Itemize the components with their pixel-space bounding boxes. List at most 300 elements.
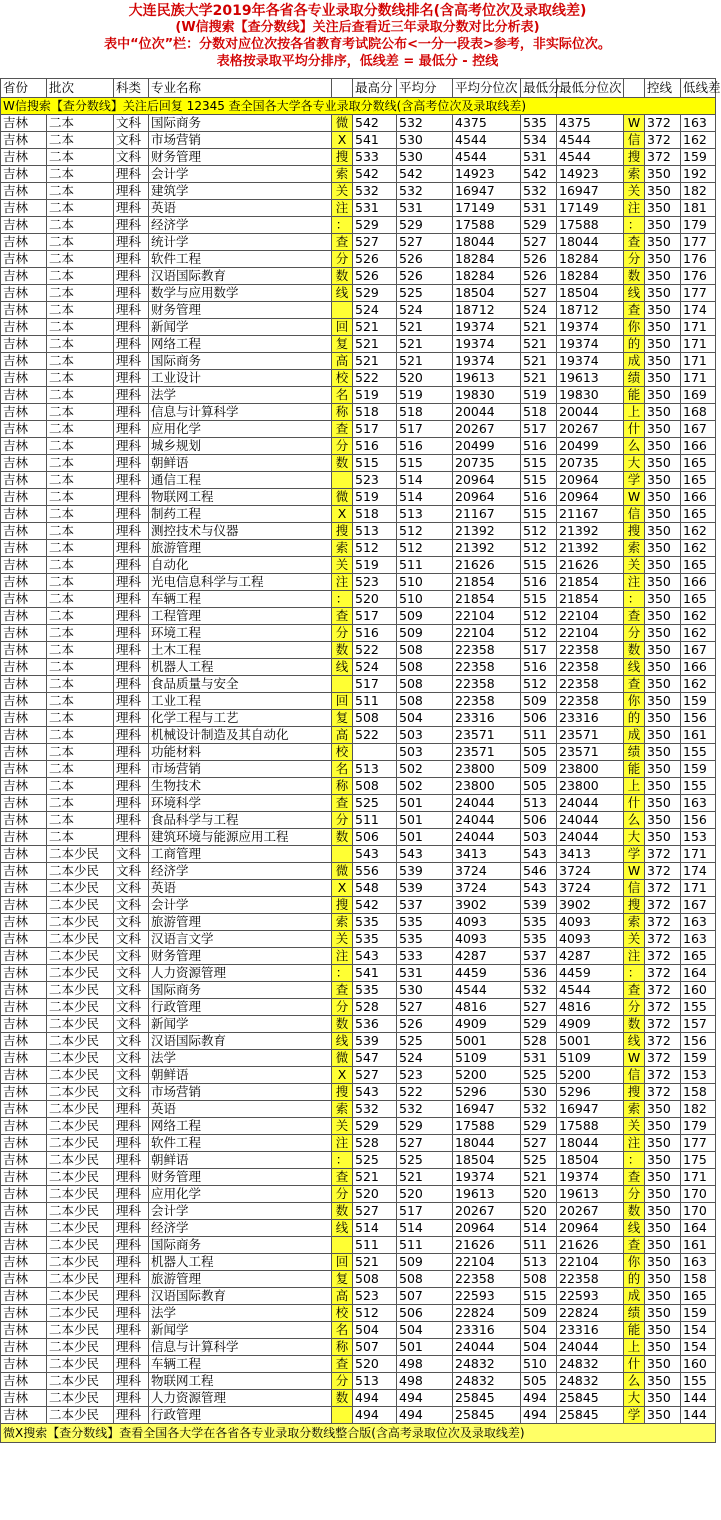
table-row — [1, 1050, 716, 1067]
table-row — [1, 1356, 716, 1373]
cell-control-line: 350 — [645, 1118, 681, 1135]
cell-category: 理科 — [114, 1101, 149, 1118]
cell-max-score: 531 — [353, 200, 397, 217]
cell-control-line: 350 — [645, 370, 681, 387]
cell-min-diff: 167 — [681, 897, 716, 914]
cell-avg-score: 504 — [397, 710, 453, 727]
cell-category: 理科 — [114, 1203, 149, 1220]
cell-major: 财务管理 — [149, 948, 332, 965]
cell-control-line: 350 — [645, 319, 681, 336]
cell-avg-score: 539 — [397, 863, 453, 880]
cell-min-score: 513 — [521, 1254, 557, 1271]
cell-control-line: 350 — [645, 472, 681, 489]
cell-major: 建筑学 — [149, 183, 332, 200]
cell-ad-left: 微 — [332, 863, 353, 880]
cell-category: 理科 — [114, 1271, 149, 1288]
cell-max-score: 519 — [353, 387, 397, 404]
footer-row — [1, 1424, 716, 1443]
cell-ad-right: 绩 — [624, 1305, 645, 1322]
cell-category: 理科 — [114, 251, 149, 268]
table-row — [1, 404, 716, 421]
cell-min-rank: 22358 — [557, 642, 624, 659]
cell-major: 英语 — [149, 1101, 332, 1118]
cell-batch: 二本 — [47, 115, 114, 132]
cell-max-score: 507 — [353, 1339, 397, 1356]
cell-control-line: 350 — [645, 1305, 681, 1322]
cell-batch: 二本 — [47, 778, 114, 795]
cell-min-rank: 19374 — [557, 336, 624, 353]
table-row — [1, 557, 716, 574]
cell-avg-rank: 23571 — [453, 727, 521, 744]
cell-max-score: 556 — [353, 863, 397, 880]
cell-avg-rank: 4287 — [453, 948, 521, 965]
cell-min-diff: 182 — [681, 183, 716, 200]
cell-max-score: 512 — [353, 540, 397, 557]
cell-avg-rank: 17588 — [453, 1118, 521, 1135]
cell-ad-right: 关 — [624, 931, 645, 948]
cell-batch: 二本少民 — [47, 1186, 114, 1203]
cell-avg-rank: 20044 — [453, 404, 521, 421]
cell-min-rank: 22358 — [557, 693, 624, 710]
cell-category: 理科 — [114, 1135, 149, 1152]
cell-min-rank: 18504 — [557, 285, 624, 302]
cell-min-rank: 4544 — [557, 149, 624, 166]
cell-major: 功能材料 — [149, 744, 332, 761]
table-row — [1, 319, 716, 336]
cell-max-score: 541 — [353, 132, 397, 149]
col-diff: 低线差 — [681, 79, 716, 98]
cell-avg-score: 514 — [397, 472, 453, 489]
table-row — [1, 200, 716, 217]
cell-avg-rank: 25845 — [453, 1390, 521, 1407]
subtitle-rank-note: 表中“位次”栏：分数对应位次按各省教育考试院公布<一分一段表>参考，非实际位次。 — [104, 37, 611, 52]
cell-province: 吉林 — [1, 353, 47, 370]
cell-batch: 二本 — [47, 727, 114, 744]
cell-max-score: 513 — [353, 1373, 397, 1390]
cell-major: 财务管理 — [149, 302, 332, 319]
cell-control-line: 350 — [645, 1203, 681, 1220]
cell-control-line: 372 — [645, 1016, 681, 1033]
cell-ad-right: 学 — [624, 472, 645, 489]
cell-province: 吉林 — [1, 370, 47, 387]
cell-major: 物联网工程 — [149, 1373, 332, 1390]
cell-category: 理科 — [114, 489, 149, 506]
cell-min-score: 517 — [521, 642, 557, 659]
cell-avg-score: 514 — [397, 489, 453, 506]
cell-min-rank: 3902 — [557, 897, 624, 914]
cell-min-score: 512 — [521, 540, 557, 557]
cell-avg-rank: 18712 — [453, 302, 521, 319]
cell-min-score: 508 — [521, 1271, 557, 1288]
cell-major: 汉语国际教育 — [149, 268, 332, 285]
cell-min-score: 520 — [521, 1186, 557, 1203]
cell-ad-right: ： — [624, 1152, 645, 1169]
cell-min-diff: 159 — [681, 149, 716, 166]
cell-max-score: 528 — [353, 999, 397, 1016]
cell-province: 吉林 — [1, 1390, 47, 1407]
cell-ad-left: 复 — [332, 336, 353, 353]
cell-max-score: 535 — [353, 982, 397, 999]
cell-ad-left: 分 — [332, 625, 353, 642]
cell-major: 测控技术与仪器 — [149, 523, 332, 540]
table-row — [1, 965, 716, 982]
cell-min-rank: 21392 — [557, 540, 624, 557]
cell-max-score: 512 — [353, 1305, 397, 1322]
cell-batch: 二本 — [47, 642, 114, 659]
cell-ad-left — [332, 302, 353, 319]
cell-batch: 二本 — [47, 829, 114, 846]
cell-category: 理科 — [114, 302, 149, 319]
cell-ad-left: X — [332, 506, 353, 523]
cell-avg-score: 532 — [397, 183, 453, 200]
cell-avg-rank: 22593 — [453, 1288, 521, 1305]
cell-min-score: 515 — [521, 1288, 557, 1305]
cell-major: 英语 — [149, 200, 332, 217]
cell-ad-left: 称 — [332, 404, 353, 421]
table-row — [1, 897, 716, 914]
cell-min-score: 527 — [521, 1135, 557, 1152]
banner-row — [1, 98, 716, 115]
cell-ad-right: 数 — [624, 1203, 645, 1220]
cell-avg-rank: 4093 — [453, 931, 521, 948]
cell-province: 吉林 — [1, 251, 47, 268]
cell-category: 文科 — [114, 115, 149, 132]
cell-category: 理科 — [114, 1118, 149, 1135]
cell-major: 机器人工程 — [149, 659, 332, 676]
cell-max-score: 522 — [353, 727, 397, 744]
cell-min-diff: 163 — [681, 795, 716, 812]
cell-max-score: 543 — [353, 846, 397, 863]
cell-category: 理科 — [114, 829, 149, 846]
table-row — [1, 353, 716, 370]
cell-control-line: 350 — [645, 489, 681, 506]
table-row — [1, 302, 716, 319]
cell-min-score: 515 — [521, 455, 557, 472]
cell-ad-left: 查 — [332, 608, 353, 625]
cell-max-score: 525 — [353, 795, 397, 812]
cell-max-score: 526 — [353, 268, 397, 285]
cell-control-line: 350 — [645, 166, 681, 183]
cell-batch: 二本 — [47, 132, 114, 149]
cell-min-rank: 17149 — [557, 200, 624, 217]
cell-ad-right: 查 — [624, 982, 645, 999]
cell-province: 吉林 — [1, 880, 47, 897]
cell-avg-rank: 20267 — [453, 421, 521, 438]
cell-min-rank: 20044 — [557, 404, 624, 421]
cell-min-rank: 24832 — [557, 1373, 624, 1390]
cell-major: 食品质量与安全 — [149, 676, 332, 693]
cell-ad-left: 微 — [332, 115, 353, 132]
cell-min-diff: 158 — [681, 1084, 716, 1101]
cell-ad-right: 能 — [624, 761, 645, 778]
cell-min-rank: 21167 — [557, 506, 624, 523]
cell-min-score: 539 — [521, 897, 557, 914]
cell-ad-left: 查 — [332, 1356, 353, 1373]
cell-max-score: 542 — [353, 166, 397, 183]
cell-major: 环境科学 — [149, 795, 332, 812]
cell-province: 吉林 — [1, 914, 47, 931]
cell-batch: 二本少民 — [47, 982, 114, 999]
cell-control-line: 372 — [645, 846, 681, 863]
cell-province: 吉林 — [1, 421, 47, 438]
cell-avg-score: 514 — [397, 1220, 453, 1237]
cell-min-rank: 22104 — [557, 625, 624, 642]
cell-control-line: 372 — [645, 1084, 681, 1101]
score-table — [0, 78, 721, 1443]
cell-max-score: 511 — [353, 812, 397, 829]
cell-ad-left — [332, 472, 353, 489]
cell-category: 文科 — [114, 132, 149, 149]
cell-ad-left: 查 — [332, 1169, 353, 1186]
cell-ad-right: 线 — [624, 285, 645, 302]
cell-major: 网络工程 — [149, 1118, 332, 1135]
cell-province: 吉林 — [1, 115, 47, 132]
cell-control-line: 350 — [645, 812, 681, 829]
cell-min-score: 509 — [521, 693, 557, 710]
col-control: 控线 — [645, 79, 681, 98]
cell-avg-score: 526 — [397, 1016, 453, 1033]
cell-avg-score: 511 — [397, 557, 453, 574]
cell-batch: 二本少民 — [47, 863, 114, 880]
cell-ad-right: 查 — [624, 1169, 645, 1186]
cell-min-rank: 24044 — [557, 795, 624, 812]
cell-major: 新闻学 — [149, 319, 332, 336]
cell-avg-score: 508 — [397, 693, 453, 710]
cell-ad-right: 搜 — [624, 523, 645, 540]
cell-category: 理科 — [114, 608, 149, 625]
cell-province: 吉林 — [1, 132, 47, 149]
table-row — [1, 778, 716, 795]
cell-min-rank: 22824 — [557, 1305, 624, 1322]
cell-ad-right: 信 — [624, 506, 645, 523]
cell-max-score: 511 — [353, 1237, 397, 1254]
cell-category: 文科 — [114, 965, 149, 982]
cell-ad-left: ： — [332, 965, 353, 982]
cell-avg-score: 524 — [397, 302, 453, 319]
cell-min-diff: 160 — [681, 1356, 716, 1373]
cell-min-diff: 156 — [681, 812, 716, 829]
cell-major: 汉语国际教育 — [149, 1033, 332, 1050]
cell-category: 理科 — [114, 676, 149, 693]
cell-major: 旅游管理 — [149, 914, 332, 931]
cell-avg-score: 508 — [397, 1271, 453, 1288]
cell-control-line: 350 — [645, 625, 681, 642]
cell-control-line: 350 — [645, 523, 681, 540]
cell-batch: 二本少民 — [47, 1016, 114, 1033]
cell-province: 吉林 — [1, 1288, 47, 1305]
cell-control-line: 350 — [645, 829, 681, 846]
cell-min-score: 515 — [521, 557, 557, 574]
cell-province: 吉林 — [1, 625, 47, 642]
cell-avg-rank: 4093 — [453, 914, 521, 931]
cell-min-rank: 3724 — [557, 880, 624, 897]
cell-min-diff: 163 — [681, 914, 716, 931]
cell-avg-rank: 19374 — [453, 353, 521, 370]
cell-province: 吉林 — [1, 744, 47, 761]
cell-avg-score: 525 — [397, 1152, 453, 1169]
cell-avg-score: 518 — [397, 404, 453, 421]
cell-min-diff: 164 — [681, 965, 716, 982]
cell-ad-right: 索 — [624, 166, 645, 183]
cell-ad-left: X — [332, 880, 353, 897]
cell-batch: 二本少民 — [47, 1135, 114, 1152]
cell-ad-left: 搜 — [332, 1084, 353, 1101]
cell-avg-rank: 25845 — [453, 1407, 521, 1424]
cell-min-diff: 174 — [681, 302, 716, 319]
table-row — [1, 914, 716, 931]
cell-max-score: 523 — [353, 574, 397, 591]
cell-province: 吉林 — [1, 608, 47, 625]
cell-major: 软件工程 — [149, 1135, 332, 1152]
cell-min-diff: 177 — [681, 285, 716, 302]
cell-avg-rank: 4544 — [453, 149, 521, 166]
cell-category: 理科 — [114, 591, 149, 608]
cell-control-line: 350 — [645, 1135, 681, 1152]
cell-avg-rank: 22358 — [453, 642, 521, 659]
cell-control-line: 350 — [645, 404, 681, 421]
cell-min-score: 518 — [521, 404, 557, 421]
table-row — [1, 693, 716, 710]
cell-max-score: 504 — [353, 1322, 397, 1339]
cell-control-line: 350 — [645, 1254, 681, 1271]
cell-max-score: 535 — [353, 931, 397, 948]
cell-min-diff: 170 — [681, 1186, 716, 1203]
cell-category: 文科 — [114, 1067, 149, 1084]
table-row — [1, 268, 716, 285]
cell-avg-rank: 23316 — [453, 710, 521, 727]
cell-min-diff: 177 — [681, 234, 716, 251]
cell-major: 机器人工程 — [149, 1254, 332, 1271]
cell-avg-rank: 19374 — [453, 319, 521, 336]
cell-avg-rank: 22358 — [453, 693, 521, 710]
cell-min-rank: 25845 — [557, 1407, 624, 1424]
cell-min-rank: 18284 — [557, 268, 624, 285]
cell-min-rank: 22358 — [557, 676, 624, 693]
cell-max-score: 548 — [353, 880, 397, 897]
cell-min-diff: 168 — [681, 404, 716, 421]
cell-category: 理科 — [114, 285, 149, 302]
cell-avg-rank: 19374 — [453, 1169, 521, 1186]
cell-control-line: 350 — [645, 778, 681, 795]
cell-avg-rank: 20735 — [453, 455, 521, 472]
cell-ad-right: 么 — [624, 812, 645, 829]
cell-batch: 二本 — [47, 455, 114, 472]
table-row — [1, 1407, 716, 1424]
cell-category: 理科 — [114, 625, 149, 642]
cell-ad-right: 大 — [624, 455, 645, 472]
cell-min-rank: 25845 — [557, 1390, 624, 1407]
cell-category: 理科 — [114, 523, 149, 540]
cell-min-rank: 5001 — [557, 1033, 624, 1050]
cell-control-line: 350 — [645, 1407, 681, 1424]
cell-province: 吉林 — [1, 1067, 47, 1084]
cell-min-score: 543 — [521, 880, 557, 897]
cell-avg-score: 527 — [397, 1135, 453, 1152]
cell-min-rank: 4093 — [557, 931, 624, 948]
cell-province: 吉林 — [1, 948, 47, 965]
cell-province: 吉林 — [1, 693, 47, 710]
cell-ad-left: 线 — [332, 1220, 353, 1237]
cell-major: 法学 — [149, 1305, 332, 1322]
cell-min-diff: 170 — [681, 1203, 716, 1220]
cell-min-score: 511 — [521, 727, 557, 744]
cell-min-diff: 144 — [681, 1407, 716, 1424]
cell-min-diff: 171 — [681, 370, 716, 387]
cell-max-score: 529 — [353, 285, 397, 302]
cell-control-line: 350 — [645, 217, 681, 234]
cell-major: 英语 — [149, 880, 332, 897]
cell-avg-score: 521 — [397, 336, 453, 353]
cell-avg-score: 527 — [397, 234, 453, 251]
cell-major: 国际商务 — [149, 115, 332, 132]
cell-min-rank: 20735 — [557, 455, 624, 472]
cell-min-diff: 165 — [681, 948, 716, 965]
cell-min-score: 546 — [521, 863, 557, 880]
cell-batch: 二本 — [47, 574, 114, 591]
cell-avg-score: 512 — [397, 540, 453, 557]
cell-control-line: 372 — [645, 897, 681, 914]
cell-ad-right: 搜 — [624, 149, 645, 166]
cell-avg-rank: 22104 — [453, 625, 521, 642]
cell-major: 工程管理 — [149, 608, 332, 625]
cell-min-score: 494 — [521, 1407, 557, 1424]
cell-category: 理科 — [114, 1169, 149, 1186]
cell-min-score: 505 — [521, 778, 557, 795]
cell-min-diff: 163 — [681, 931, 716, 948]
cell-ad-right: 数 — [624, 1016, 645, 1033]
cell-min-diff: 159 — [681, 761, 716, 778]
table-row — [1, 1339, 716, 1356]
cell-major: 食品科学与工程 — [149, 812, 332, 829]
cell-avg-score: 519 — [397, 387, 453, 404]
cell-control-line: 372 — [645, 1033, 681, 1050]
cell-province: 吉林 — [1, 1373, 47, 1390]
cell-min-score: 527 — [521, 285, 557, 302]
cell-avg-rank: 21167 — [453, 506, 521, 523]
cell-category: 理科 — [114, 812, 149, 829]
cell-batch: 二本 — [47, 472, 114, 489]
table-row — [1, 1101, 716, 1118]
cell-avg-score: 509 — [397, 608, 453, 625]
cell-ad-left: 高 — [332, 1288, 353, 1305]
cell-min-score: 535 — [521, 931, 557, 948]
cell-min-score: 536 — [521, 965, 557, 982]
cell-category: 理科 — [114, 472, 149, 489]
cell-min-diff: 182 — [681, 1101, 716, 1118]
cell-category: 理科 — [114, 421, 149, 438]
cell-min-rank: 5200 — [557, 1067, 624, 1084]
cell-min-diff: 165 — [681, 455, 716, 472]
cell-avg-rank: 4909 — [453, 1016, 521, 1033]
cell-avg-rank: 24832 — [453, 1373, 521, 1390]
cell-min-rank: 21854 — [557, 591, 624, 608]
cell-min-rank: 19613 — [557, 1186, 624, 1203]
cell-ad-left: 回 — [332, 693, 353, 710]
cell-ad-right: 搜 — [624, 1084, 645, 1101]
page-title: 大连民族大学2019年各省各专业录取分数线排名(含高考位次及录取线差) — [128, 3, 587, 19]
cell-category: 文科 — [114, 1050, 149, 1067]
cell-category: 文科 — [114, 149, 149, 166]
cell-batch: 二本 — [47, 591, 114, 608]
cell-min-rank: 23800 — [557, 778, 624, 795]
cell-avg-rank: 19374 — [453, 336, 521, 353]
cell-ad-right: 你 — [624, 1254, 645, 1271]
cell-avg-rank: 23800 — [453, 761, 521, 778]
cell-category: 理科 — [114, 778, 149, 795]
cell-province: 吉林 — [1, 999, 47, 1016]
cell-max-score — [353, 744, 397, 761]
cell-batch: 二本 — [47, 795, 114, 812]
